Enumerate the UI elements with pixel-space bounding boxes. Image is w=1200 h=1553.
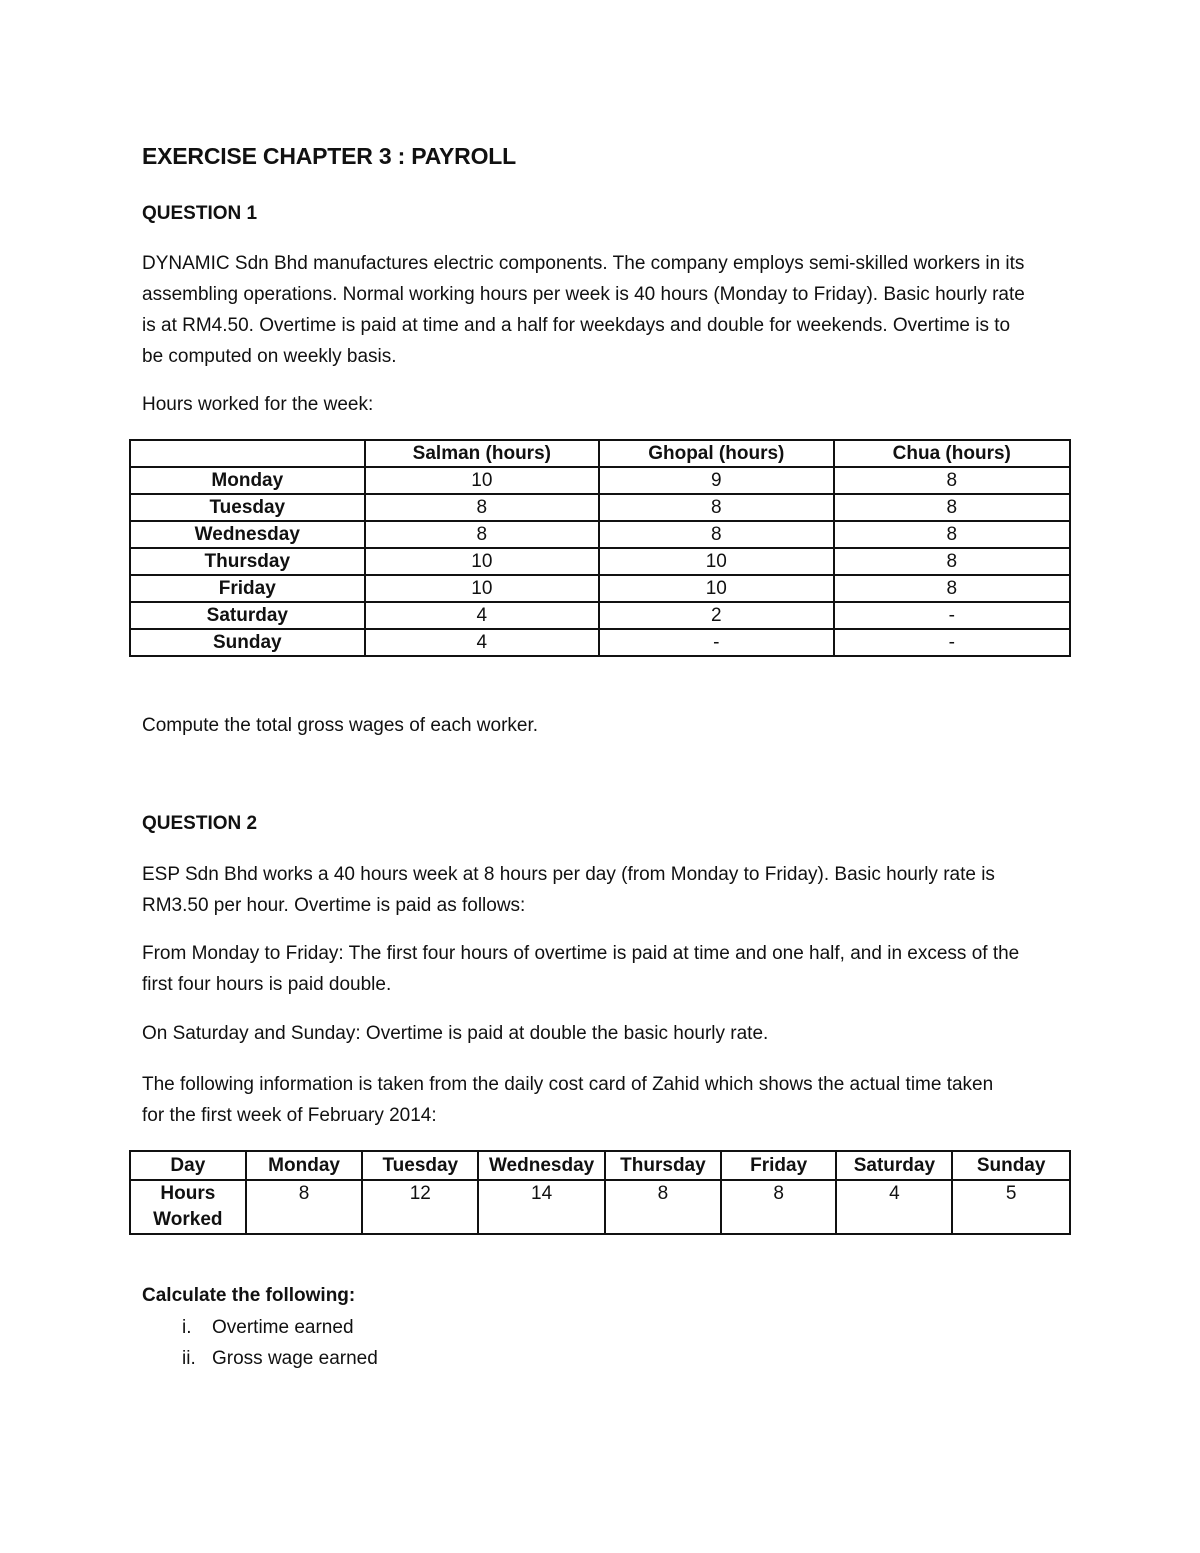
table-cell: 8 <box>365 494 599 521</box>
table-row <box>130 575 1070 602</box>
calculation-list <box>142 1312 378 1374</box>
table-cell: - <box>599 629 833 656</box>
table-cell: 4 <box>365 602 599 629</box>
list-number: ii. <box>182 1348 196 1369</box>
day-cell: Thursday <box>130 548 365 575</box>
paragraph-line: assembling operations. Normal working hours per week is 40 hours (Monday to Friday). Basic hourly rate <box>142 284 1025 305</box>
table-cell: 10 <box>365 575 599 602</box>
table-cell: 10 <box>599 575 833 602</box>
table-cell: 4 <box>365 629 599 656</box>
table-header-cell: Tuesday <box>362 1151 478 1180</box>
table-row <box>130 494 1070 521</box>
table-cell: - <box>834 602 1070 629</box>
table-cell: 8 <box>834 548 1070 575</box>
row-label-cell: Hours Worked <box>130 1180 246 1234</box>
question-2-paragraph-4 <box>142 1069 1072 1131</box>
table-cell: 4 <box>836 1180 952 1234</box>
hours-worked-label: Hours worked for the week: <box>142 394 374 415</box>
question-1-task: Compute the total gross wages of each worker. <box>142 715 539 736</box>
paragraph-line: ESP Sdn Bhd works a 40 hours week at 8 hours per day (from Monday to Friday). Basic hourly rate is <box>142 864 995 885</box>
table-cell: 14 <box>478 1180 605 1234</box>
paragraph-line: for the first week of February 2014: <box>142 1105 437 1126</box>
table-cell: 10 <box>365 548 599 575</box>
list-item-text: Gross wage earned <box>212 1348 378 1369</box>
table-header-row <box>130 440 1070 467</box>
table-cell: 8 <box>834 521 1070 548</box>
page-title: EXERCISE CHAPTER 3 : PAYROLL <box>142 143 516 169</box>
day-cell: Sunday <box>130 629 365 656</box>
table-header-cell <box>130 440 365 467</box>
table-cell: 8 <box>834 494 1070 521</box>
table-row <box>130 1180 1070 1234</box>
list-item <box>142 1312 378 1343</box>
table-cell: 8 <box>834 467 1070 494</box>
question-1-paragraph <box>142 248 1072 372</box>
hours-table <box>129 439 1071 657</box>
table-cell: - <box>834 629 1070 656</box>
question-2-paragraph-1 <box>142 859 1072 921</box>
table-cell: 8 <box>246 1180 363 1234</box>
paragraph-line: DYNAMIC Sdn Bhd manufactures electric components. The company employs semi-skilled workers in its <box>142 253 1025 274</box>
paragraph-line: From Monday to Friday: The first four hours of overtime is paid at time and one half, and in excess of the <box>142 943 1020 964</box>
table-header-cell: Friday <box>721 1151 837 1180</box>
table-cell: 8 <box>721 1180 837 1234</box>
table-header-cell: Ghopal (hours) <box>599 440 833 467</box>
table-cell: 8 <box>599 521 833 548</box>
paragraph-line: be computed on weekly basis. <box>142 346 397 367</box>
question-2-paragraph-2 <box>142 938 1072 1000</box>
table-header-cell: Monday <box>246 1151 363 1180</box>
paragraph-line: first four hours is paid double. <box>142 974 392 995</box>
day-cell: Monday <box>130 467 365 494</box>
table-cell: 5 <box>952 1180 1070 1234</box>
question-2-paragraph-3: On Saturday and Sunday: Overtime is paid at double the basic hourly rate. <box>142 1023 769 1044</box>
table-row <box>130 548 1070 575</box>
table-row <box>130 629 1070 656</box>
list-number: i. <box>182 1317 192 1338</box>
table-cell: 9 <box>599 467 833 494</box>
list-item-text: Overtime earned <box>212 1317 354 1338</box>
table-header-cell: Wednesday <box>478 1151 605 1180</box>
day-cell: Friday <box>130 575 365 602</box>
table-header-cell: Chua (hours) <box>834 440 1070 467</box>
table-header-row <box>130 1151 1070 1180</box>
question-1-heading: QUESTION 1 <box>142 203 258 224</box>
table-header-cell: Saturday <box>836 1151 952 1180</box>
paragraph-line: RM3.50 per hour. Overtime is paid as follows: <box>142 895 526 916</box>
table-cell: 10 <box>599 548 833 575</box>
table-header-cell: Thursday <box>605 1151 721 1180</box>
day-cell: Wednesday <box>130 521 365 548</box>
table-header-cell: Salman (hours) <box>365 440 599 467</box>
paragraph-line: The following information is taken from the daily cost card of Zahid which shows the actual time taken <box>142 1074 994 1095</box>
table-cell: 8 <box>365 521 599 548</box>
table-cell: 8 <box>834 575 1070 602</box>
table-header-cell: Sunday <box>952 1151 1070 1180</box>
day-cell: Saturday <box>130 602 365 629</box>
table-row <box>130 521 1070 548</box>
table-cell: 8 <box>605 1180 721 1234</box>
table-row <box>130 602 1070 629</box>
day-cell: Tuesday <box>130 494 365 521</box>
calculate-heading: Calculate the following: <box>142 1285 356 1306</box>
table-cell: 10 <box>365 467 599 494</box>
table-cell: 8 <box>599 494 833 521</box>
table-cell: 2 <box>599 602 833 629</box>
table-cell: 12 <box>362 1180 478 1234</box>
list-item <box>142 1343 378 1374</box>
daily-hours-table <box>129 1150 1071 1235</box>
table-header-cell: Day <box>130 1151 246 1180</box>
question-2-heading: QUESTION 2 <box>142 813 258 834</box>
paragraph-line: is at RM4.50. Overtime is paid at time and a half for weekdays and double for weekends. Overtime is to <box>142 315 1011 336</box>
table-row <box>130 467 1070 494</box>
